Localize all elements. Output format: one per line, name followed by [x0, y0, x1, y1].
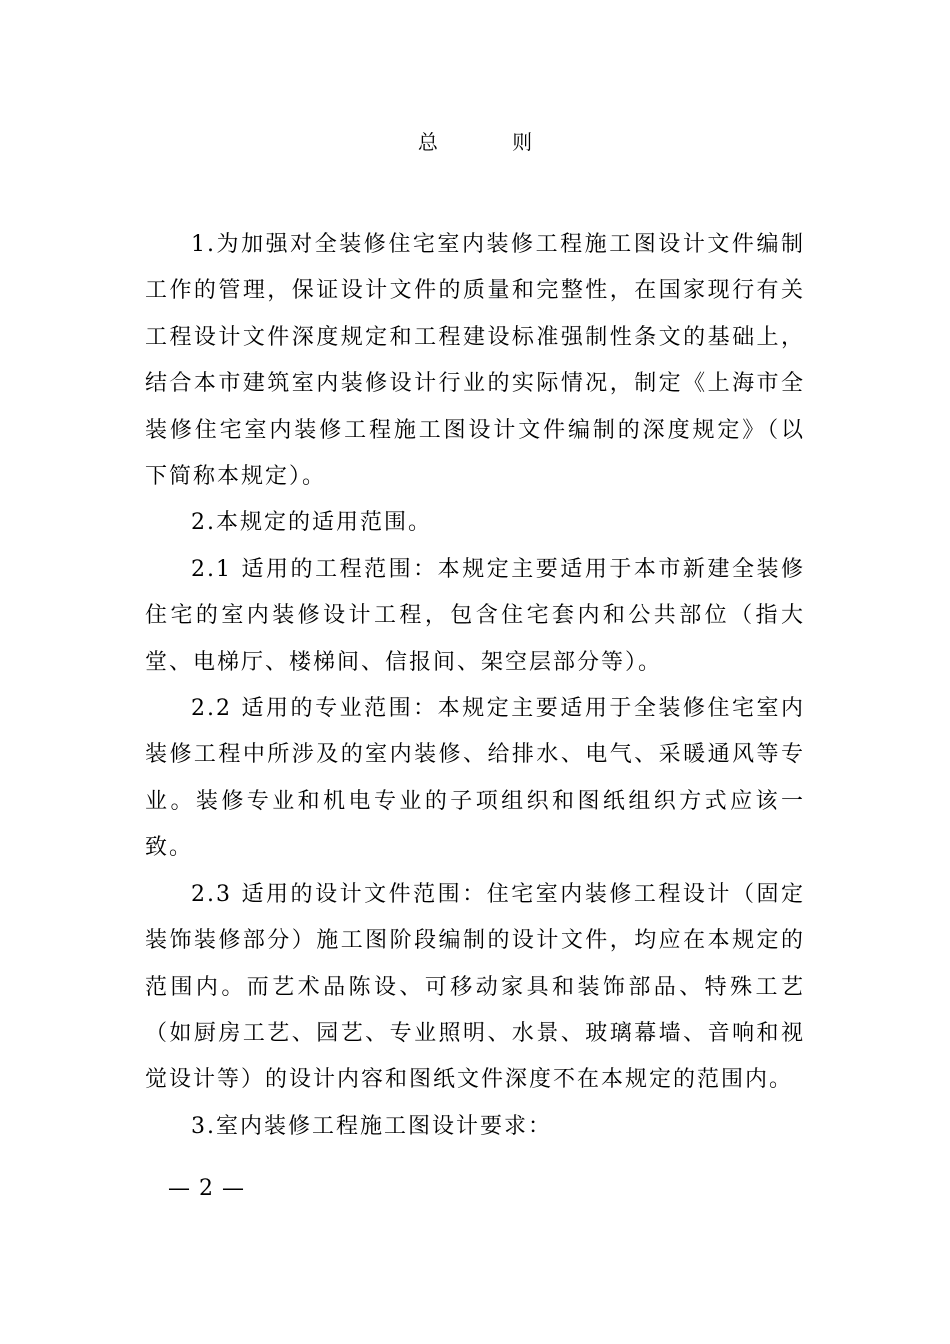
paragraph-document-scope: 2.3 适用的设计文件范围：住宅室内装修工程设计（固定装饰装修部分）施工图阶段编制的设计文件，均应在本规定的范围内。而艺术品陈设、可移动家具和装饰部品、特殊工艺（如厨房工艺、园艺、专业照明、水景、玻璃幕墙、音响和视觉设计等）的设计内容和图纸文件深度不在本规定的范围内。 — [145, 881, 805, 1093]
paragraph-purpose: 1.为加强对全装修住宅室内装修工程施工图设计文件编制工作的管理，保证设计文件的质量和完整性，在国家现行有关工程设计文件深度规定和工程建设标准强制性条文的基础上，结合本市建筑室内装修设计行业的实际情况，制定《上海市全装修住宅室内装修工程施工图设计文件编制的深度规定》（以下简称本规定）。 — [145, 232, 805, 490]
section-heading: 总 则 — [417, 130, 567, 154]
page-number: — 2 — — [168, 1176, 245, 1201]
paragraph-design-requirements: 3.室内装修工程施工图设计要求： — [191, 1113, 552, 1139]
paragraph-discipline-scope: 2.2 适用的专业范围：本规定主要适用于全装修住宅室内装修工程中所涉及的室内装修、给排水、电气、采暖通风等专业。装修专业和机电专业的子项组织和图纸组织方式应该一致。 — [145, 696, 805, 861]
body-text — [145, 222, 805, 1150]
paragraph-scope: 2.本规定的适用范围。 — [191, 510, 432, 536]
paragraph-engineering-scope: 2.1 适用的工程范围：本规定主要适用于本市新建全装修住宅的室内装修设计工程，包含住宅套内和公共部位（指大堂、电梯厅、楼梯间、信报间、架空层部分等）。 — [145, 556, 805, 675]
